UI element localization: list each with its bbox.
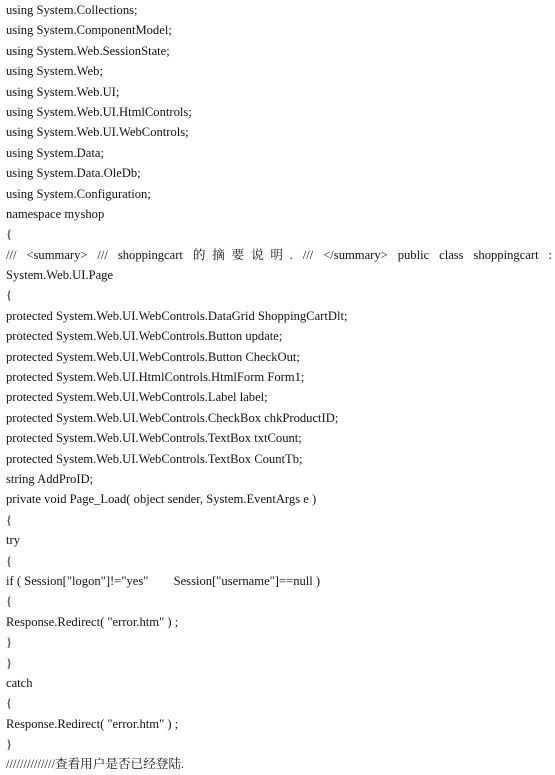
code-line: using System.Configuration; [6,186,151,201]
code-line: private void Page_Load( object sender, System.EventArgs e ) [6,492,317,507]
code-line: //////////////查看用户是否已经登陆. [6,757,185,772]
code-line: using System.Data; [6,145,104,160]
code-line: protected System.Web.UI.WebControls.CheckBox chkProductID; [6,410,339,425]
code-line: } [6,737,13,752]
code-line: using System.Web.SessionState; [6,43,170,58]
code-line: protected System.Web.UI.HtmlControls.HtmlForm Form1; [6,370,305,385]
code-line: using System.Web.UI; [6,84,120,99]
code-line: catch [6,675,33,690]
code-line: protected System.Web.UI.WebControls.TextBox txtCount; [6,431,302,446]
code-line: { [6,594,13,609]
code-line: } [6,635,13,650]
code-line: protected System.Web.UI.WebControls.Button CheckOut; [6,349,300,364]
code-line: Response.Redirect( "error.htm" ) ; [6,716,179,731]
code-line: { [6,696,13,711]
code-line: protected System.Web.UI.WebControls.TextBox CountTb; [6,451,303,466]
code-line: try [6,533,20,548]
code-line: System.Web.UI.Page [6,268,114,283]
code-line: using System.Collections; [6,3,138,17]
code-line: using System.Web.UI.HtmlControls; [6,104,192,119]
code-line: using System.Data.OleDb; [6,166,141,181]
code-document [6,0,552,775]
code-line: string AddProID; [6,471,94,486]
code-line: } [6,655,13,670]
code-line: protected System.Web.UI.WebControls.Button update; [6,329,283,344]
code-line: protected System.Web.UI.WebControls.Label label; [6,390,268,405]
code-line: { [6,512,13,527]
code-line: using System.Web; [6,64,103,79]
code-line: if ( Session["logon"]!="yes" Session["username"]==null ) [6,573,321,588]
code-line: Response.Redirect( "error.htm" ) ; [6,614,179,629]
code-line: protected System.Web.UI.WebControls.DataGrid ShoppingCartDlt; [6,308,348,323]
code-line: { [6,553,13,568]
code-line: { [6,288,13,303]
code-line: using System.ComponentModel; [6,23,172,38]
code-line: { [6,227,13,242]
code-line: namespace myshop [6,206,105,221]
code-line-summary-comment: /// <summary> /// shoppingcart 的摘要说明. /// </summary> public class shoppingcart : [6,247,552,262]
code-line: using System.Web.UI.WebControls; [6,125,189,140]
